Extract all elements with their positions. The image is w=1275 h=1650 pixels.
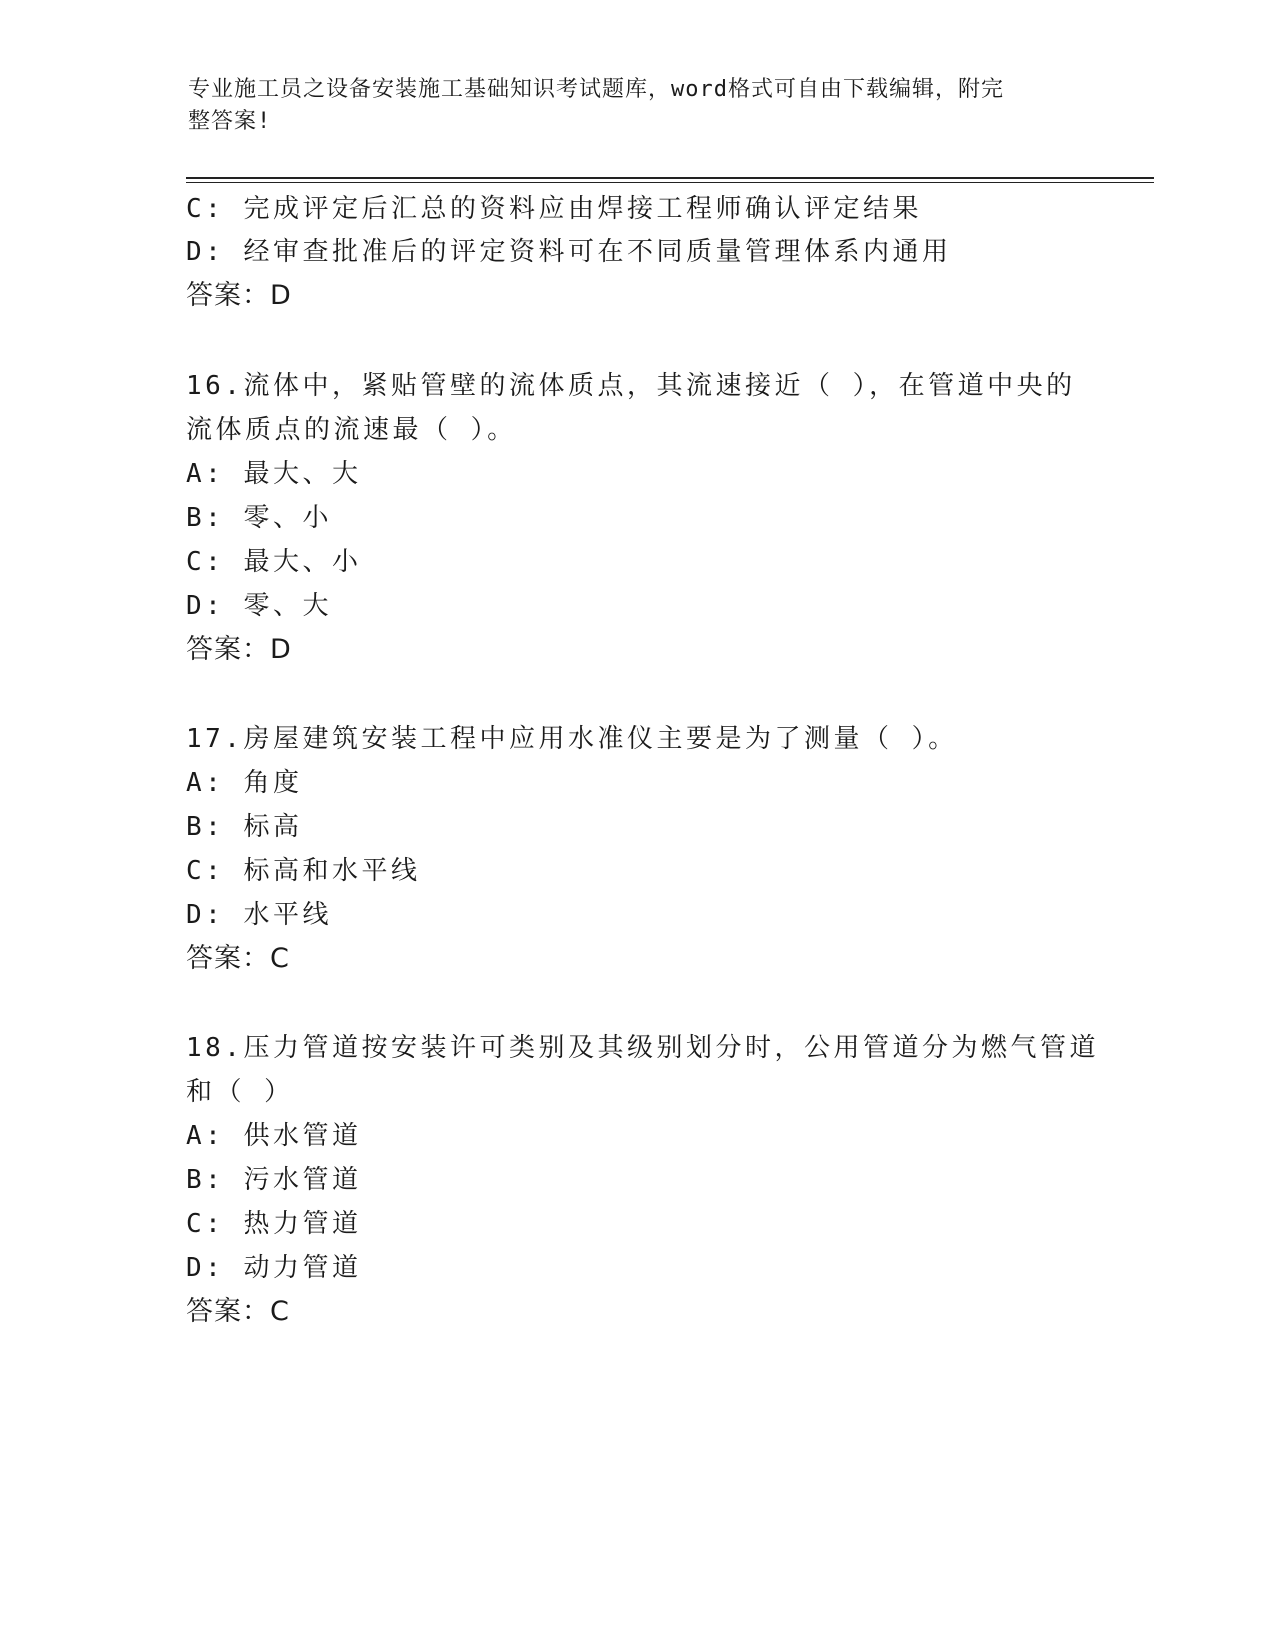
q18-option-c: C: 热力管道 bbox=[186, 1209, 362, 1239]
q16-option-b: B: 零、小 bbox=[186, 503, 332, 533]
q17-option-b: B: 标高 bbox=[186, 812, 303, 842]
header-note-line-2: 整答案! bbox=[188, 109, 272, 134]
prev-option-d: D: 经审查批准后的评定资料可在不同质量管理体系内通用 bbox=[186, 237, 952, 267]
header-divider-thin bbox=[186, 182, 1154, 183]
q16-option-c: C: 最大、小 bbox=[186, 547, 362, 577]
prev-option-c: C: 完成评定后汇总的资料应由焊接工程师确认评定结果 bbox=[186, 194, 922, 224]
q16-stem-line-1: 16.流体中，紧贴管壁的流体质点，其流速接近（ ），在管道中央的 bbox=[186, 371, 1076, 401]
header-divider-thick bbox=[186, 177, 1154, 179]
q16-stem-line-2: 流体质点的流速最（ ）。 bbox=[186, 415, 517, 445]
q18-stem-line-2: 和（ ） bbox=[186, 1077, 294, 1107]
q18-option-d: D: 动力管道 bbox=[186, 1253, 362, 1283]
q16-answer: 答案：D bbox=[186, 634, 292, 665]
q18-stem-line-1: 18.压力管道按安装许可类别及其级别划分时，公用管道分为燃气管道 bbox=[186, 1033, 1099, 1063]
prev-answer: 答案：D bbox=[186, 280, 292, 311]
q17-option-a: A: 角度 bbox=[186, 768, 303, 798]
header-note bbox=[188, 74, 1068, 138]
q17-option-d: D: 水平线 bbox=[186, 900, 332, 930]
q18-option-a: A: 供水管道 bbox=[186, 1121, 362, 1151]
q18-answer: 答案：C bbox=[186, 1296, 290, 1327]
q17-answer: 答案：C bbox=[186, 943, 290, 974]
q17-option-c: C: 标高和水平线 bbox=[186, 856, 421, 886]
q18-option-b: B: 污水管道 bbox=[186, 1165, 362, 1195]
q16-option-d: D: 零、大 bbox=[186, 591, 332, 621]
q17-stem-line-1: 17.房屋建筑安装工程中应用水准仪主要是为了测量（ ）。 bbox=[186, 724, 958, 754]
header-note-line-1: 专业施工员之设备安装施工基础知识考试题库，word格式可自由下载编辑，附完 bbox=[188, 77, 1004, 102]
q16-option-a: A: 最大、大 bbox=[186, 459, 362, 489]
